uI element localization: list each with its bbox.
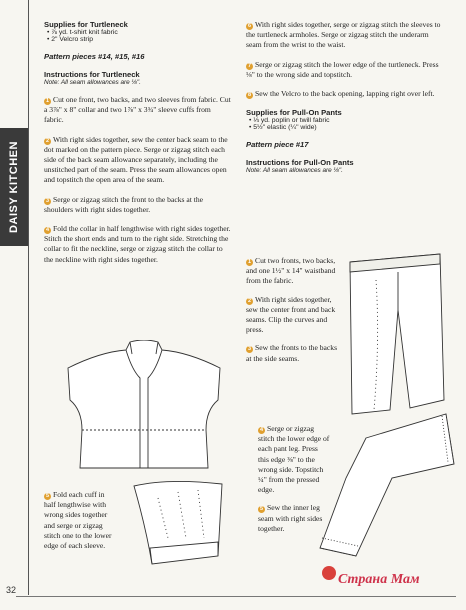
step-number-icon: 5 xyxy=(45,493,50,499)
pants-step-1: 1 Cut two fronts, two backs, and one 1½" x 14" waistband from the fabric. xyxy=(246,256,336,286)
pants-step-2: 2 With right sides together, sew the center front and back seams. Clip the curves and press. xyxy=(246,294,336,335)
step-number-icon: 1 xyxy=(247,259,252,265)
pants-step-4: 4 Serge or zigzag stitch the lower edge of each pant leg. Press this edge ⅜" to the wrong side. Topstitch ¼" from the pressed edge. xyxy=(258,424,330,495)
step-number-icon: 7 xyxy=(247,62,252,69)
step-number-icon: 4 xyxy=(45,227,50,234)
sleeve-illustration xyxy=(128,478,228,570)
watermark-logo-icon xyxy=(322,566,336,580)
step-number-icon: 3 xyxy=(45,197,50,204)
step-number-icon: 4 xyxy=(259,427,264,433)
pants-pattern: Pattern piece #17 xyxy=(246,140,309,150)
turtleneck-illustration xyxy=(60,340,228,475)
step-5: 5 Fold each cuff in half lengthwise with wrong sides together and serge or zigzag stitch one to the lower edge of each sleeve. xyxy=(44,490,112,551)
pants-step-3: 3 Sew the fronts to the backs at the side seams. xyxy=(246,343,338,363)
step-7: 7 Serge or zigzag stitch the lower edge of the turtleneck. Press ⅛" to the wrong side and topstitch. xyxy=(246,59,439,79)
step-number-icon: 8 xyxy=(247,92,252,99)
supply-item: • 5½" elastic (¼" wide) xyxy=(249,124,317,132)
right-column xyxy=(246,20,446,174)
step-6: 6 With right sides together, serge or zigzag stitch the sleeves to the turtleneck armholes. Serge or zigzag stitch the underarm seam from the wrist to the waist. xyxy=(246,20,441,50)
step-number-icon: 3 xyxy=(247,346,252,353)
chapter-tab-label: DAISY KITCHEN xyxy=(8,141,20,233)
pants-illustration xyxy=(340,250,452,420)
margin-rule xyxy=(28,0,29,595)
step-number-icon: 2 xyxy=(45,137,50,144)
page-number: 32 xyxy=(6,585,17,595)
pants-step-5: 5 Sew the inner leg seam with right sides together. xyxy=(258,503,323,533)
step-number-icon: 2 xyxy=(247,297,252,304)
step-number-icon: 5 xyxy=(259,506,264,513)
supplies-title: Supplies for Turtleneck xyxy=(44,20,128,29)
chapter-tab xyxy=(0,128,28,246)
pants-seam-note: Note: All seam allowances are ⅛". xyxy=(246,167,343,175)
pattern-pieces: Pattern pieces #14, #15, #16 xyxy=(44,52,145,61)
supply-item: • ⅞ yd. t-shirt knit fabric xyxy=(47,29,118,36)
seam-note: Note: All seam allowances are ⅛". xyxy=(44,79,141,86)
supply-item: • ⅓ yd. poplin or twill fabric xyxy=(249,117,330,125)
step-2: 2 With right sides together, sew the center back seam to the dot marked on the pattern piece. Serge or zigzag stitch each side of the back seam allowance separately, including the unstitched part of the seam. Press the seam allowances open and topstitch the open area of the seam. xyxy=(44,134,228,185)
step-3: 3 Serge or zigzag stitch the front to the backs at the shoulders with right sides together. xyxy=(44,194,203,214)
step-8: 8 Sew the Velcro to the back opening, lapping right over left. xyxy=(247,89,435,99)
pants-instructions-title: Instructions for Pull-On Pants xyxy=(246,158,354,168)
supply-item: • 2" Velcro strip xyxy=(47,36,93,43)
step-number-icon: 6 xyxy=(247,23,252,29)
step-4: 4 Fold the collar in half lengthwise with right sides together. Stitch the short ends and turn to the right side. Stretching the collar to fit the neckline, serge or zigzag stitch the collar to the neckline with right sides together. xyxy=(44,224,231,264)
pants-supplies-title: Supplies for Pull-On Pants xyxy=(246,108,342,118)
step-1: 1 Cut one front, two backs, and two sleeves from fabric. Cut a 3⅞" x 8" collar and two 1⅞" x 3¾" sleeve cuffs from fabric. xyxy=(44,95,231,125)
step-number-icon: 1 xyxy=(45,98,50,104)
pants-steps xyxy=(246,256,342,364)
instructions-title: Instructions for Turtleneck xyxy=(44,70,140,79)
pants-hem-illustration xyxy=(296,408,458,558)
footer-rule xyxy=(16,596,456,597)
left-column xyxy=(44,20,232,265)
watermark: Страна Мам xyxy=(338,572,420,587)
